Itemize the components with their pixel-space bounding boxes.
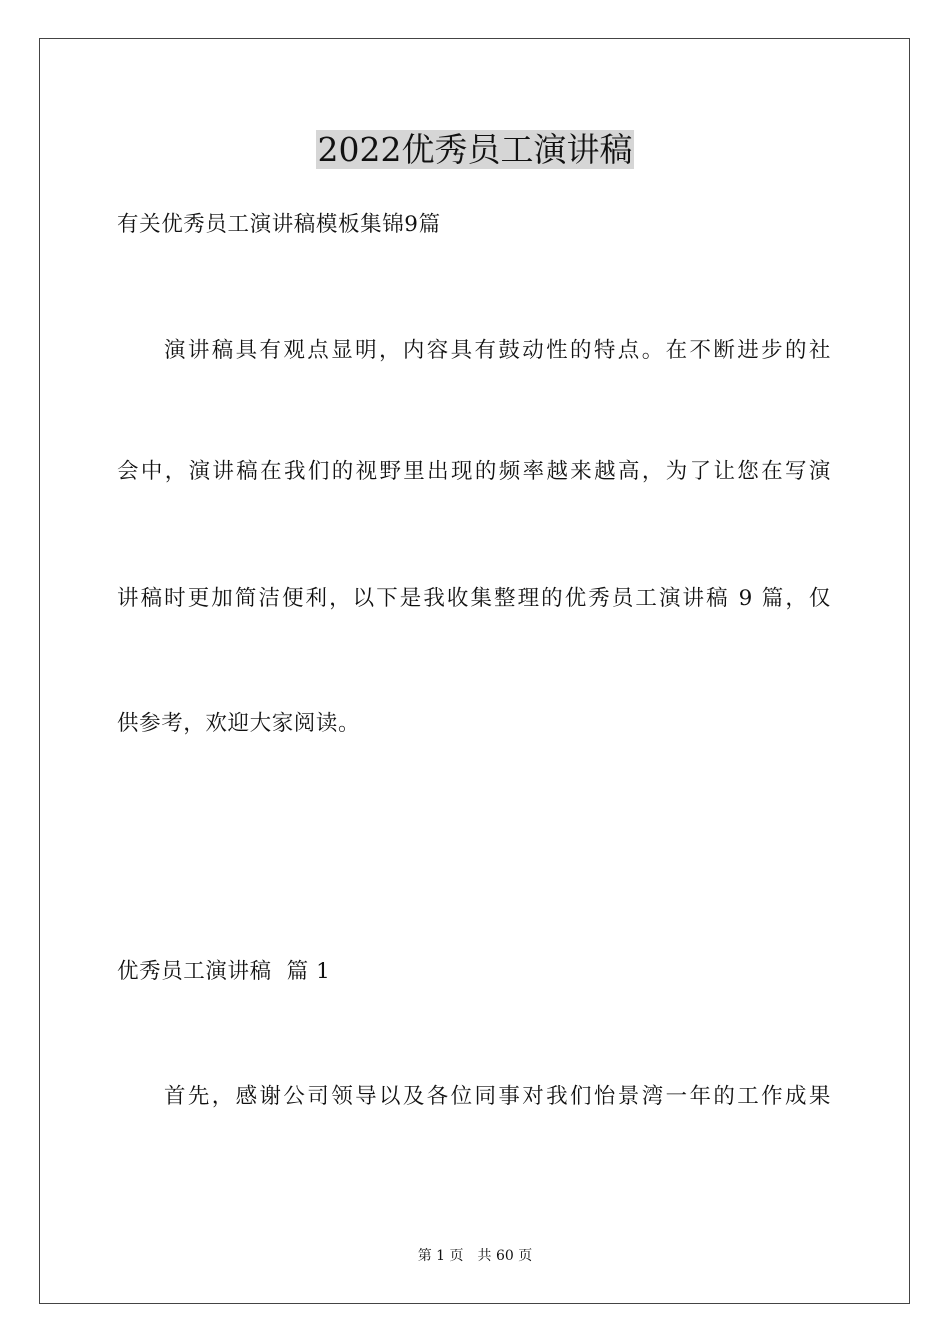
intro-line-2: 会中，演讲稿在我们的视野里出现的频率越来越高，为了让您在写演 — [117, 459, 831, 484]
document-title — [0, 127, 950, 173]
document-title-text: 2022优秀员工演讲稿 — [317, 130, 633, 169]
document-subtitle: 有关优秀员工演讲稿模板集锦9篇 — [117, 212, 441, 237]
section-heading: 优秀员工演讲稿 篇 1 — [117, 959, 331, 984]
page-number: 第 1 页 — [417, 1248, 464, 1264]
section-paragraph-line-1: 首先，感谢公司领导以及各位同事对我们怡景湾一年的工作成果 — [164, 1084, 831, 1109]
intro-line-4: 供参考，欢迎大家阅读。 — [117, 711, 361, 736]
intro-line-1: 演讲稿具有观点显明，内容具有鼓动性的特点。在不断进步的社 — [164, 338, 831, 363]
total-pages: 共 60 页 — [477, 1248, 533, 1264]
intro-line-3: 讲稿时更加简洁便利，以下是我收集整理的优秀员工演讲稿 9 篇，仅 — [117, 586, 831, 611]
page-footer — [0, 1246, 950, 1266]
